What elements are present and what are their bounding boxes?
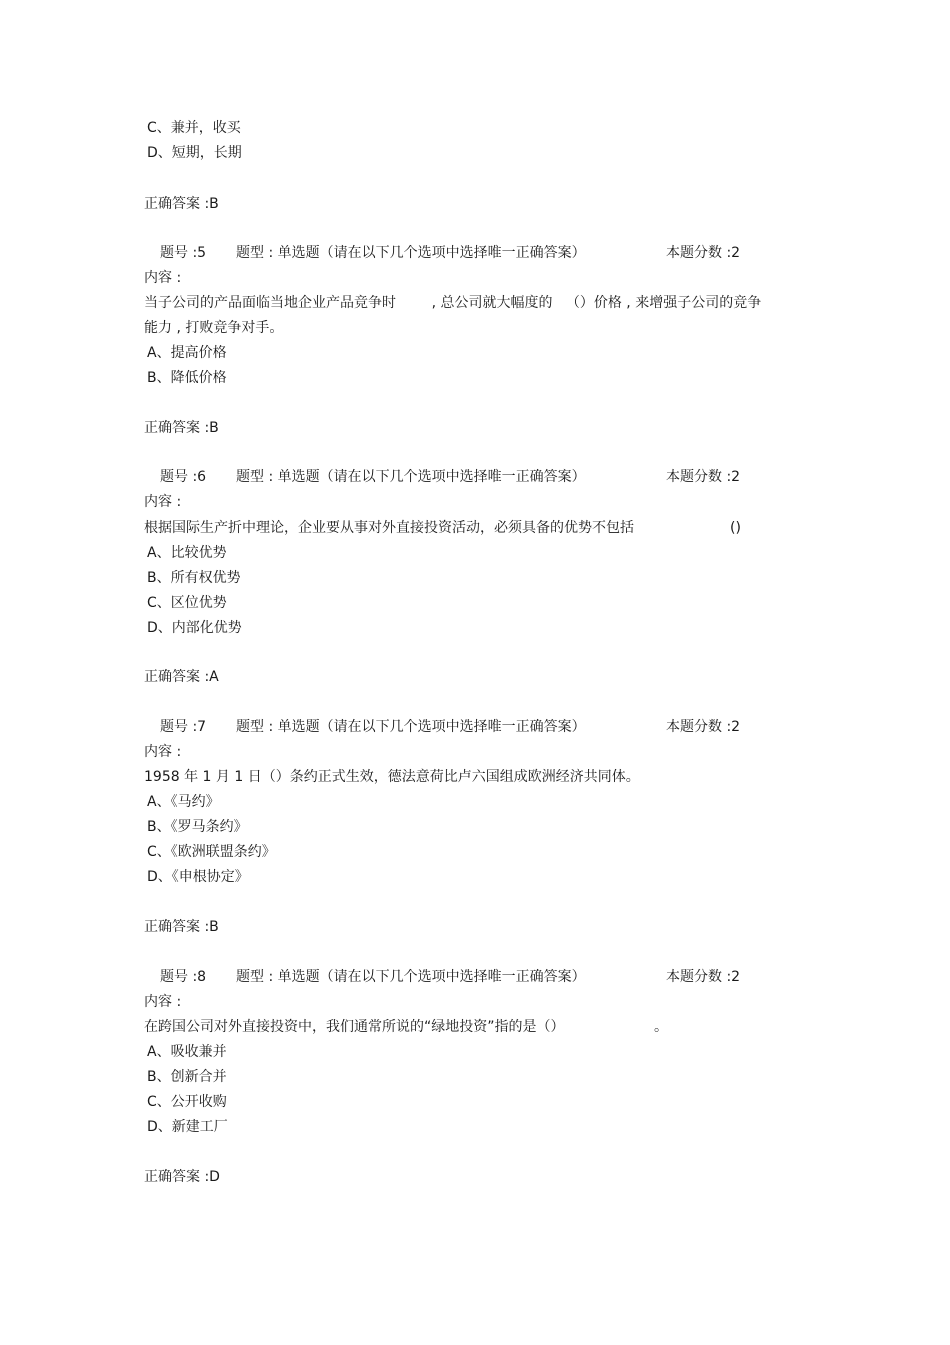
question-8-score: 本题分数 :2 [666, 969, 741, 985]
question-5-stem-line1: 当子公司的产品面临当地企业产品竞争时 , 总公司就大幅度的 （）价格 , 来增强子公司的竞争 [144, 295, 762, 311]
question-8-stem-line1: 在跨国公司对外直接投资中，我们通常所说的“绿地投资”指的是（） [144, 1019, 565, 1035]
question-6-content-label: 内容 : [144, 494, 182, 510]
question-8-option-c: C、公开收购 [147, 1094, 227, 1110]
question-6-answer: 正确答案 :A [144, 669, 219, 685]
question-6-option-b: B、所有权优势 [147, 570, 241, 586]
question-6-stem-line1: 根据国际生产折中理论，企业要从事对外直接投资活动，必须具备的优势不包括 [144, 520, 634, 536]
question-8-option-d: D、新建工厂 [147, 1119, 228, 1135]
question-7-score: 本题分数 :2 [666, 719, 741, 735]
question-7-option-b: B、《罗马条约》 [147, 819, 248, 835]
question-6-option-c: C、区位优势 [147, 595, 227, 611]
question-7-option-d: D、《申根协定》 [147, 869, 249, 885]
question-5-score: 本题分数 :2 [666, 245, 741, 261]
question-6-option-d: D、内部化优势 [147, 620, 242, 636]
answer-prev: 正确答案 :B [144, 196, 219, 212]
question-6-score: 本题分数 :2 [666, 469, 741, 485]
question-5-option-b: B、降低价格 [147, 370, 227, 386]
question-7-answer: 正确答案 :B [144, 919, 219, 935]
question-7-type: 题型 : 单选题（请在以下几个选项中选择唯一正确答案） [236, 719, 586, 735]
question-7-option-c: C、《欧洲联盟条约》 [147, 844, 276, 860]
question-8-answer: 正确答案 :D [144, 1169, 220, 1185]
question-5-answer: 正确答案 :B [144, 420, 219, 436]
question-8-number: 题号 :8 [160, 969, 207, 985]
question-8-option-b: B、创新合并 [147, 1069, 227, 1085]
question-5-content-label: 内容 : [144, 270, 182, 286]
question-7-content-label: 内容 : [144, 744, 182, 760]
question-5-option-a: A、提高价格 [147, 345, 227, 361]
question-8-option-a: A、吸收兼并 [147, 1044, 227, 1060]
option-c-prev: C、兼并，收买 [147, 120, 241, 136]
question-8-stem-suffix: 。 [654, 1019, 668, 1035]
question-5-number: 题号 :5 [160, 245, 207, 261]
question-6-number: 题号 :6 [160, 469, 207, 485]
question-7-number: 题号 :7 [160, 719, 207, 735]
question-6-option-a: A、比较优势 [147, 545, 227, 561]
question-8-type: 题型 : 单选题（请在以下几个选项中选择唯一正确答案） [236, 969, 586, 985]
question-8-content-label: 内容 : [144, 994, 182, 1010]
question-6-stem-suffix: () [730, 520, 741, 536]
question-5-stem-line2: 能力 , 打败竞争对手。 [144, 320, 284, 336]
option-d-prev: D、短期，长期 [147, 145, 242, 161]
question-6-type: 题型 : 单选题（请在以下几个选项中选择唯一正确答案） [236, 469, 586, 485]
question-5-type: 题型 : 单选题（请在以下几个选项中选择唯一正确答案） [236, 245, 586, 261]
question-7-option-a: A、《马约》 [147, 794, 220, 810]
question-7-stem-line1: 1958 年 1 月 1 日（）条约正式生效，德法意荷比卢六国组成欧洲经济共同体。 [144, 769, 640, 785]
